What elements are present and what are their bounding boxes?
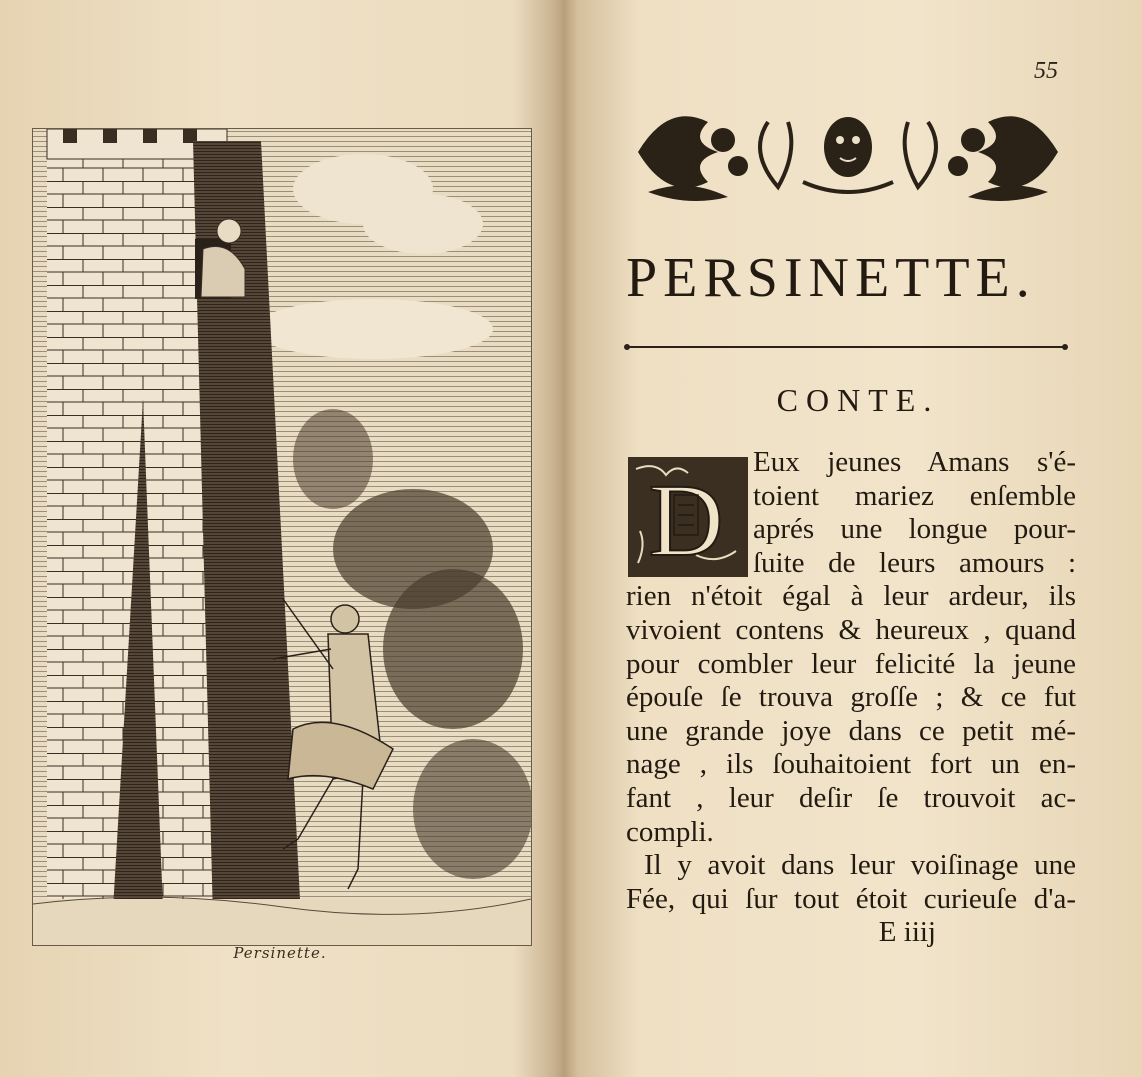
text-line: nage , ils ſouhaitoient fort un en-	[626, 748, 1076, 781]
drop-cap-letter: D	[648, 463, 724, 578]
text-line: ſuite de leurs amours :	[753, 546, 1076, 579]
text-line: toient mariez enſemble	[753, 479, 1076, 512]
text-line: épouſe ſe trouva groſſe ; & ce fut	[626, 681, 1076, 714]
text-line: vivoient contens & heureux , quand	[626, 613, 1076, 646]
text-line: aprés une longue pour-	[753, 513, 1076, 546]
text-line: Eux jeunes Amans s'é-	[753, 446, 1076, 478]
text-line: Fée, qui ſur tout étoit curieuſe d'a-	[626, 882, 1076, 915]
text-line: fant , leur deſir ſe trouvoit ac-	[626, 781, 1076, 814]
text-line: rien n'étoit égal à leur ardeur, ils	[626, 580, 1076, 613]
text-line: compli.	[626, 815, 714, 848]
signature-mark: E iiij	[878, 916, 936, 949]
right-page	[574, 0, 1142, 1077]
page-number: 55	[1034, 58, 1058, 84]
engraving-illustration	[32, 128, 532, 946]
text-line: une grande joye dans ce petit mé-	[626, 714, 1076, 747]
story-title: PERSINETTE.	[626, 247, 1036, 309]
story-subtitle: CONTE.	[776, 382, 940, 418]
ornamental-headpiece	[628, 92, 1068, 212]
left-page	[0, 0, 560, 1077]
story-text	[626, 446, 1076, 950]
text-line: pour combler leur felicité la jeune	[626, 647, 1076, 680]
illustration-caption: Persinette.	[233, 944, 327, 962]
title-rule	[626, 346, 1066, 348]
text-line: Il y avoit dans leur voiſinage une	[644, 849, 1076, 882]
